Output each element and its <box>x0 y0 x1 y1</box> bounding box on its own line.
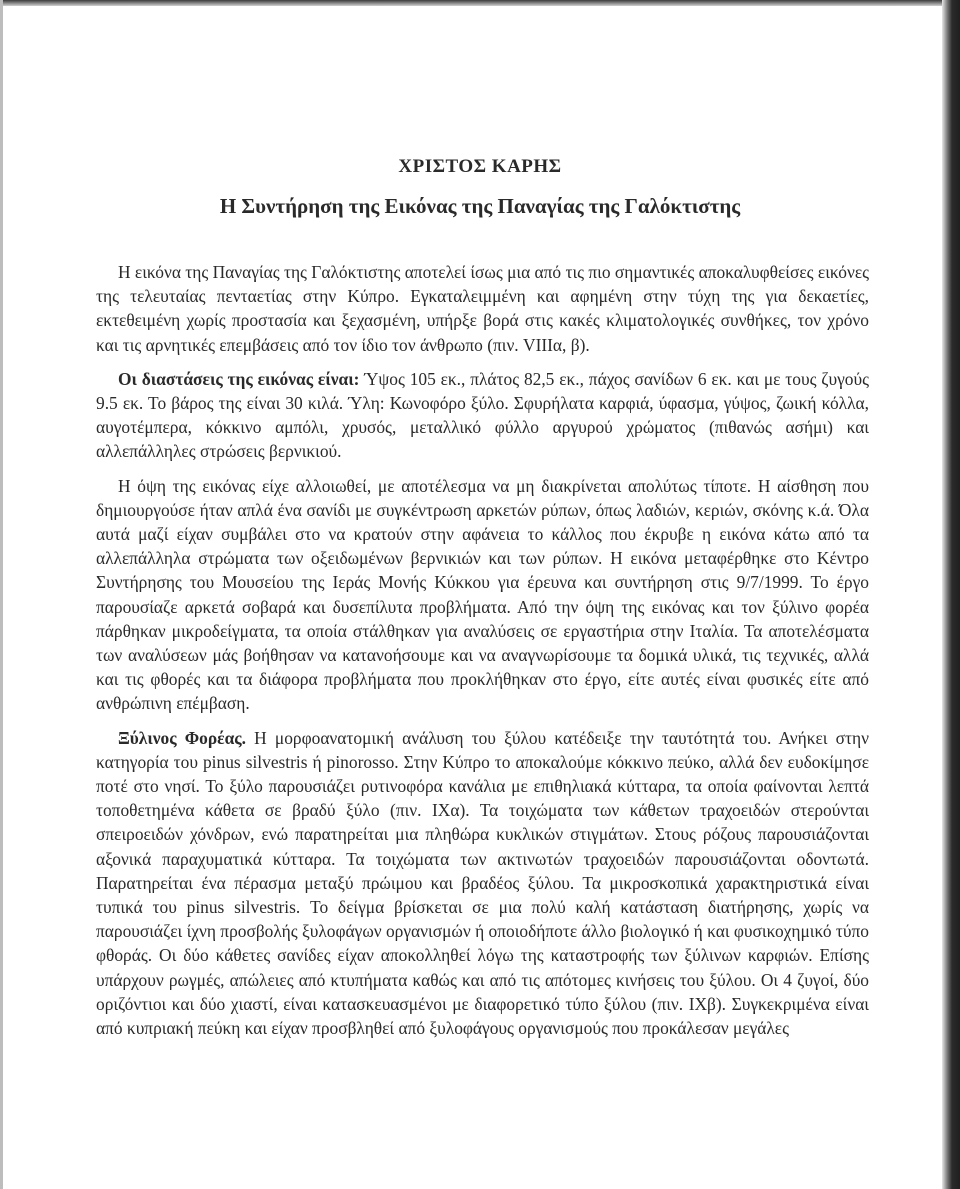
paragraph-wood-support <box>96 726 869 1041</box>
paragraph-lead: Οι διαστάσεις της εικόνας είναι: <box>118 368 360 389</box>
article-title: Η Συντήρηση της Εικόνας της Παναγίας της Γαλόκτιστης <box>219 194 741 218</box>
author-name: ΧΡΙΣΤΟΣ ΚΑΡΗΣ <box>398 156 562 177</box>
paragraph-dimensions <box>96 367 869 464</box>
paragraph-text: Ύψος 105 εκ., πλάτος 82,5 εκ., πάχος σανίδων 6 εκ. και με τους ζυγούς 9.5 εκ. Το βάρος της είναι 30 κιλά. Ύλη: Κωνοφόρο ξύλο. Σφυρήλατα καρφιά, ύφασμα, γύψος, ζωική κόλλα, αυγοτέμπερα, κόκκινο αμπόλι, χρυσός, μεταλλικό φύλλο αργυρού χρώματος (πιθανώς ασήμι) και αλλεπάλληλες στρώσεις βερνικιού. <box>96 368 869 462</box>
article-body <box>96 260 869 1050</box>
paragraph-lead: Ξύλινος Φορέας. <box>118 727 246 748</box>
paragraph-text: Η μορφοανατομική ανάλυση του ξύλου κατέδειξε την ταυτότητά του. Ανήκει στην κατηγορία του pinus silvestris ή pinorosso. Στην Κύπρο το αποκαλούμε κόκκινο πεύκο, αλλά δεν ευδοκίμησε ποτέ στο νησί. Το ξύλο παρουσιάζει ρυτινοφόρα κανάλια με επιθηλιακά κύτταρα, τα οποία φαίνονται λεπτά τοποθετημένα κάθετα σε βραδύ ξύλο (πιν. ΙΧα). Τα τοιχώματα των κάθετων τραχοειδών στερούνται σπειροειδών χόνδρων, ενώ παρατηρείται μια πληθώρα κυκλικών στιγμάτων. Στους ρόζους παρουσιάζονται αξονικά παραχυματικά κύτταρα. Τα τοιχώματα των ακτινωτών τραχοειδών παρουσιάζονται οδοντωτά. Παρατηρείται ένα πέρασμα μεταξύ πρώιμου και βραδέος ξύλου. Τα μικροσκοπικά χαρακτηριστικά είναι τυπικά του pinus silvestris. Το δείγμα βρίσκεται σε μια πολύ καλή κατάσταση διατήρησης, χωρίς να παρουσιάζει ίχνη προσβολής ξυλοφάγων οργανισμών ή οποιοδήποτε άλλο βιολογικό ή και φυσικοχημικό τύπο φθοράς. Οι δύο κάθετες σανίδες είχαν αποκολληθεί λόγω της καταστροφής των ξύλινων καρφιών. Επίσης υπάρχουν ρωγμές, απώλειες από κτυπήματα καθώς και από τις απότομες κινήσεις του ξύλου. Οι 4 ζυγοί, δύο οριζόντιοι και δύο χιαστί, είναι κατασκευασμένοι με διαφορετικό τύπο ξύλου (πιν. ΙΧβ). Συγκεκριμένα είναι από κυπριακή πεύκη και είχαν προσβληθεί από ξυλοφάγους οργανισμούς που προκάλεσαν μεγάλες <box>96 727 869 1039</box>
paragraph-intro <box>96 260 869 357</box>
scan-edge-right <box>942 0 960 1189</box>
paragraph-condition <box>96 474 869 716</box>
paragraph-text: Η όψη της εικόνας είχε αλλοιωθεί, με αποτέλεσμα να μη διακρίνεται απολύτως τίποτε. Η αίσθηση που δημιουργούσε ήταν απλά ένα σανίδι με συγκέντρωση αρκετών ρύπων, όπως λαδιών, κεριών, σκόνης κ.ά. Όλα αυτά μαζί είχαν συμβάλει στο να κρατούν στην αφάνεια το κάλλος που έκρυβε η εικόνα κάτω από τα αλλεπάλληλα στρώματα των οξειδωμένων βερνικιών και των ρύπων. Η εικόνα μεταφέρθηκε στο Κέντρο Συντήρησης του Μουσείου της Ιεράς Μονής Κύκκου για έρευνα και συντήρηση στις 9/7/1999. Το έργο παρουσίαζε αρκετά σοβαρά και δυσεπίλυτα προβλήματα. Από την όψη της εικόνας και τον ξύλινο φορέα πάρθηκαν μικροδείγματα, τα οποία στάλθηκαν για αναλύσεις σε εργαστήρια στην Ιταλία. Τα αποτελέσματα των αναλύσεων μάς βοήθησαν να κατανοήσουμε και να αναγνωρίσουμε τα δομικά υλικά, τις τεχνικές, αλλά και τις φθορές και τα διάφορα προβλήματα που προκλήθηκαν στο έργο, είτε αυτές είναι φυσικές είτε από ανθρώπινη επέμβαση. <box>96 475 869 714</box>
paragraph-text: Η εικόνα της Παναγίας της Γαλόκτιστης αποτελεί ίσως μια από τις πιο σημαντικές αποκαλυφθείσες εικόνες της τελευταίας πενταετίας στην Κύπρο. Εγκαταλειμμένη και αφημένη στην τύχη της για δεκαετίες, εκτεθειμένη χωρίς προστασία και ξεχασμένη, υπήρξε βορά στις κακές κλιματολογικές συνθήκες, τον χρόνο και τις αρνητικές επεμβάσεις από τον ίδιο τον άνθρωπο (πιν. VIIIα, β). <box>96 262 870 355</box>
scan-edge-left <box>0 0 3 1189</box>
scan-edge-top <box>0 0 960 6</box>
